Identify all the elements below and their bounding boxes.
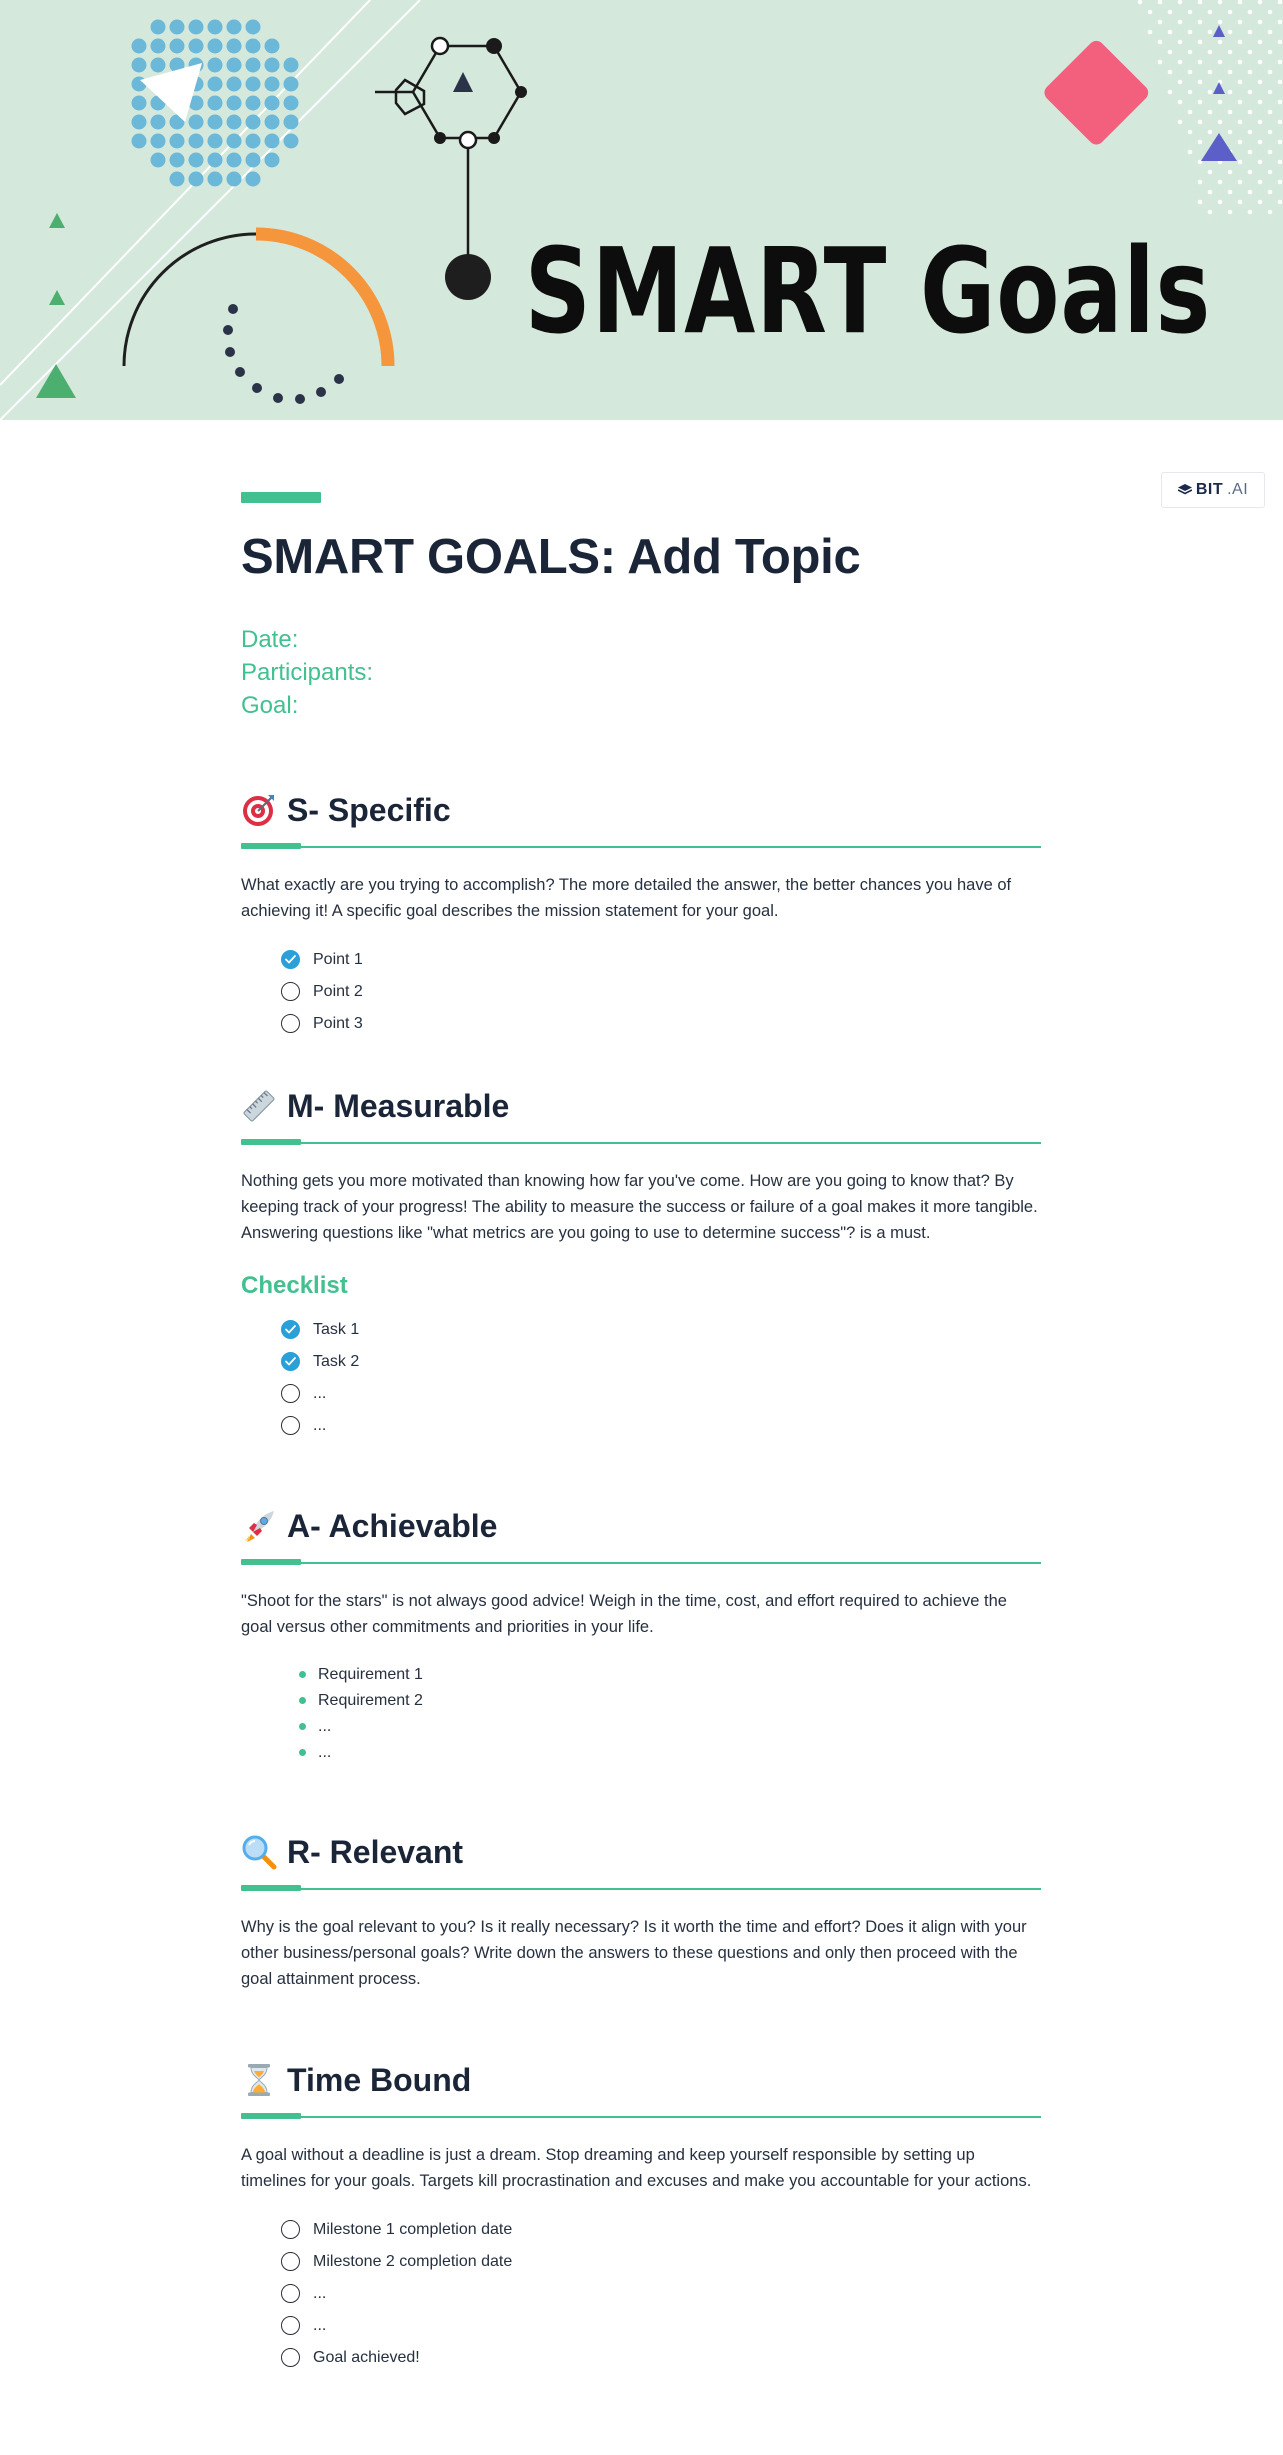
checklist-item [281,2342,1041,2374]
bullet-label[interactable]: ... [318,1743,332,1761]
bullet-dot [299,1723,306,1730]
ruler-icon [241,1088,277,1124]
checklist-item-label[interactable]: ... [313,2316,327,2334]
section-description[interactable]: A goal without a deadline is just a dream. Stop dreaming and keep yourself responsible by setting up timelines for your goals. Targets kill procrastination and excuses and make you accountable for your actions. [241,2145,1032,2190]
header-banner [0,0,1283,420]
checklist-item [281,2310,1041,2342]
section-heading [241,1830,1041,1874]
checkmark-icon [285,1357,296,1366]
checklist-item [281,1314,1041,1346]
dotted-circle-decoration [132,20,299,187]
checklist-item-label[interactable]: Task 2 [313,1352,360,1370]
checklist-item [281,1346,1041,1378]
checkbox-unchecked[interactable] [281,1014,300,1033]
section-heading [241,1084,1041,1128]
checkbox-unchecked[interactable] [281,2252,300,2271]
checklist-item [281,1410,1041,1442]
checkbox-unchecked[interactable] [281,2316,300,2335]
banner-title: SMART Goals [524,222,1211,360]
play-triangle-decoration [140,63,202,122]
logo-suffix: .AI [1227,481,1249,498]
checkbox-unchecked[interactable] [281,2284,300,2303]
diamond-decoration [1041,38,1151,148]
checklist-heading[interactable]: Checklist [241,1271,348,1299]
checkbox-unchecked[interactable] [281,2220,300,2239]
section-achievable [241,1504,1041,1766]
checklist-item-label[interactable]: Point 1 [313,950,363,968]
checklist [281,1314,1041,1442]
section-divider [241,1562,1041,1564]
section-heading [241,788,1041,832]
bit-ai-logo[interactable] [1161,472,1265,508]
checklist-item-label[interactable]: Milestone 1 completion date [313,2220,513,2238]
section-heading [241,1504,1041,1548]
section-heading [241,2058,1041,2102]
bullet-item [299,1714,1041,1740]
target-icon [241,792,277,828]
section-divider [241,846,1041,848]
checklist-item [281,2246,1041,2278]
checkbox-unchecked[interactable] [281,1384,300,1403]
section-divider [241,1888,1041,1890]
title-accent-bar [241,492,321,503]
checklist-item [281,2278,1041,2310]
checklist-item [281,2214,1041,2246]
bullet-label[interactable]: Requirement 1 [318,1665,423,1683]
bullet-list [299,1662,1041,1766]
checklist-item-label[interactable]: Point 3 [313,1014,363,1032]
meta-date[interactable]: Date: [241,625,299,653]
document-title[interactable]: SMART GOALS: Add Topic [241,530,861,584]
bullet-label[interactable]: ... [318,1717,332,1735]
rocket-icon [241,1508,277,1544]
section-description[interactable]: What exactly are you trying to accomplish? The more detailed the answer, the better chances you have of achieving it! A specific goal describes the mission statement for your goal. [241,875,1012,920]
checklist-item-label[interactable]: ... [313,1416,327,1434]
bullet-dot [299,1671,306,1678]
checklist-item-label[interactable]: Point 2 [313,982,363,1000]
section-measurable [241,1084,1041,1442]
checkbox-checked[interactable] [281,1352,300,1371]
checkmark-icon [285,955,296,964]
layers-icon [1178,484,1192,496]
meta-goal[interactable]: Goal: [241,691,299,719]
checklist-item-label[interactable]: ... [313,2284,327,2302]
section-divider [241,2116,1041,2118]
section-title[interactable]: S- Specific [287,791,451,828]
bullet-item [299,1740,1041,1766]
section-divider [241,1142,1041,1144]
bullet-item [299,1662,1041,1688]
section-description[interactable]: "Shoot for the stars" is not always good advice! Weigh in the time, cost, and effort required to achieve the goal versus other commitments and priorities in your life. [241,1591,1007,1636]
section-title[interactable]: R- Relevant [287,1833,464,1870]
checklist-item-label[interactable]: Milestone 2 completion date [313,2252,513,2270]
bullet-dot [299,1749,306,1756]
hourglass-icon [241,2062,277,2098]
checklist-item-label[interactable]: Goal achieved! [313,2348,420,2366]
checklist-item-label[interactable]: Task 1 [313,1320,360,1338]
checkbox-unchecked[interactable] [281,982,300,1001]
section-timebound [241,2058,1041,2374]
checklist [281,2214,1041,2374]
checkbox-unchecked[interactable] [281,1416,300,1435]
bullet-dot [299,1697,306,1704]
section-relevant [241,1830,1041,1992]
document-body [241,492,1041,2374]
section-specific [241,788,1041,1040]
checklist [281,944,1041,1040]
molecule-decoration [375,46,521,255]
meta-block [241,623,1041,722]
checklist-item [281,976,1041,1008]
section-title[interactable]: M- Measurable [287,1087,510,1124]
section-title[interactable]: Time Bound [287,2061,472,2098]
checkmark-icon [285,1325,296,1334]
checkbox-unchecked[interactable] [281,2348,300,2367]
checklist-item [281,1378,1041,1410]
logo-brand: BIT [1195,481,1224,498]
bullet-label[interactable]: Requirement 2 [318,1691,423,1709]
checkbox-checked[interactable] [281,1320,300,1339]
bullet-item [299,1688,1041,1714]
checklist-item-label[interactable]: ... [313,1384,327,1402]
checkbox-checked[interactable] [281,950,300,969]
section-description[interactable]: Nothing gets you more motivated than knowing how far you've come. How are you going to know that? By keeping track of your progress! The ability to measure the success or failure of a goal makes it more tangible. Answering questions like "what metrics are you going to use to determine success"? is a must. [241,1171,1038,1242]
magnifier-icon [241,1834,277,1870]
checklist-item [281,1008,1041,1040]
section-title[interactable]: A- Achievable [287,1507,498,1544]
section-description[interactable]: Why is the goal relevant to you? Is it really necessary? Is it worth the time and effort? Does it align with your other business/personal goals? Write down the answers to these questions and only then proceed with the goal attainment process. [241,1917,1027,1988]
dot-field-decoration [1138,0,1283,214]
meta-participants[interactable]: Participants: [241,658,374,686]
checklist-item [281,944,1041,976]
